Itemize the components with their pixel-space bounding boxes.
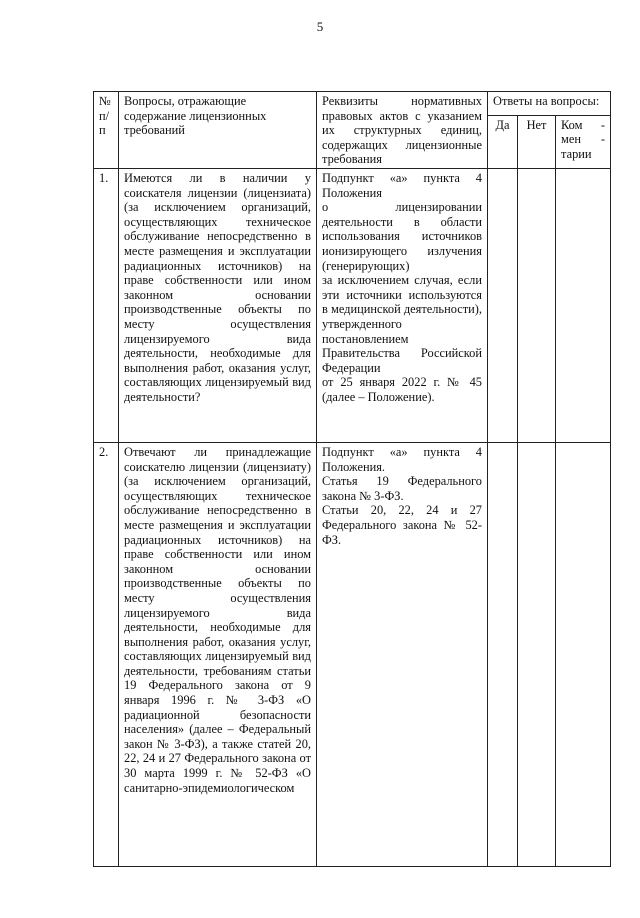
- header-answers: Ответы на вопросы:: [488, 92, 611, 116]
- row-question: Имеются ли в наличии у соискателя лицензии (лицензиата) (за исключением организаций, осуществляющих техническое обслуживание непосредственно в месте размещения и эксплуатации радиационных источников) на праве собственности или ином законном основании производственные объекты по месту осуществления лицензируемого вида деятельности, необходимые для выполнения работ, оказания услуг, составляющих лицензируемый вид деятельности?: [119, 168, 317, 442]
- row-question: Отвечают ли принадлежащие соискателю лицензии (лицензиату) (за исключением организаций, осуществляющих техническое обслуживание непосредственно в месте размещения и эксплуатации радиационных источников) на праве собственности или ином законном основании производственные объекты по месту осуществления лицензируемого вида деятельности, необходимые для выполнения работ, оказания услуг, составляющих лицензируемый вид деятельности, требованиям статьи 19 Федерального закона от 9 января 1996 г. № 3-ФЗ «О радиационной безопасности населения» (далее – Федеральный закон № 3-ФЗ), а также статей 20, 22, 24 и 27 Федерального закона от 30 марта 1999 г. № 52-ФЗ «О санитарно-эпидемиологическом: [119, 442, 317, 866]
- row-requisites: [317, 168, 488, 442]
- row-number: 2.: [94, 442, 119, 866]
- row-number: 1.: [94, 168, 119, 442]
- requirements-table: [93, 91, 611, 867]
- answer-yes-cell: [488, 442, 518, 866]
- row-requisites: [317, 442, 488, 866]
- header-questions: Вопросы, отражающие содержание лицензионных требований: [119, 92, 317, 169]
- header-yes: Да: [488, 115, 518, 168]
- answer-no-cell: [518, 442, 556, 866]
- requisite-item: от 25 января 2022 г. № 45 (далее – Положение).: [322, 375, 482, 404]
- header-comments: Ком - мен - тарии: [556, 115, 611, 168]
- answer-yes-cell: [488, 168, 518, 442]
- requisite-item: Статья 19 Федерального закона № 3-ФЗ.: [322, 474, 482, 503]
- page-number: 5: [316, 19, 324, 34]
- header-no: Нет: [518, 115, 556, 168]
- table-row: [94, 442, 611, 866]
- requisite-item: Статьи 20, 22, 24 и 27 Федерального закона № 52-ФЗ.: [322, 503, 482, 547]
- header-number: № п/п: [94, 92, 119, 169]
- requisite-item: Подпункт «а» пункта 4 Положения: [322, 170, 482, 200]
- answer-no-cell: [518, 168, 556, 442]
- answer-comments-cell: [556, 168, 611, 442]
- table-row: [94, 168, 611, 442]
- requisite-item: за исключением случая, если эти источники используются в медицинской деятельности), утвержденного постановлением Правительства Российской Федерации: [322, 273, 482, 375]
- requisite-item: Подпункт «а» пункта 4 Положения.: [322, 444, 482, 474]
- requisite-item: о лицензировании деятельности в области использования источников ионизирующего излучения (генерирующих): [322, 200, 482, 273]
- table-header-row: [94, 92, 611, 116]
- header-requisites: Реквизиты нормативных правовых актов с указанием их структурных единиц, содержащих лицензионные требования: [317, 92, 488, 169]
- answer-comments-cell: [556, 442, 611, 866]
